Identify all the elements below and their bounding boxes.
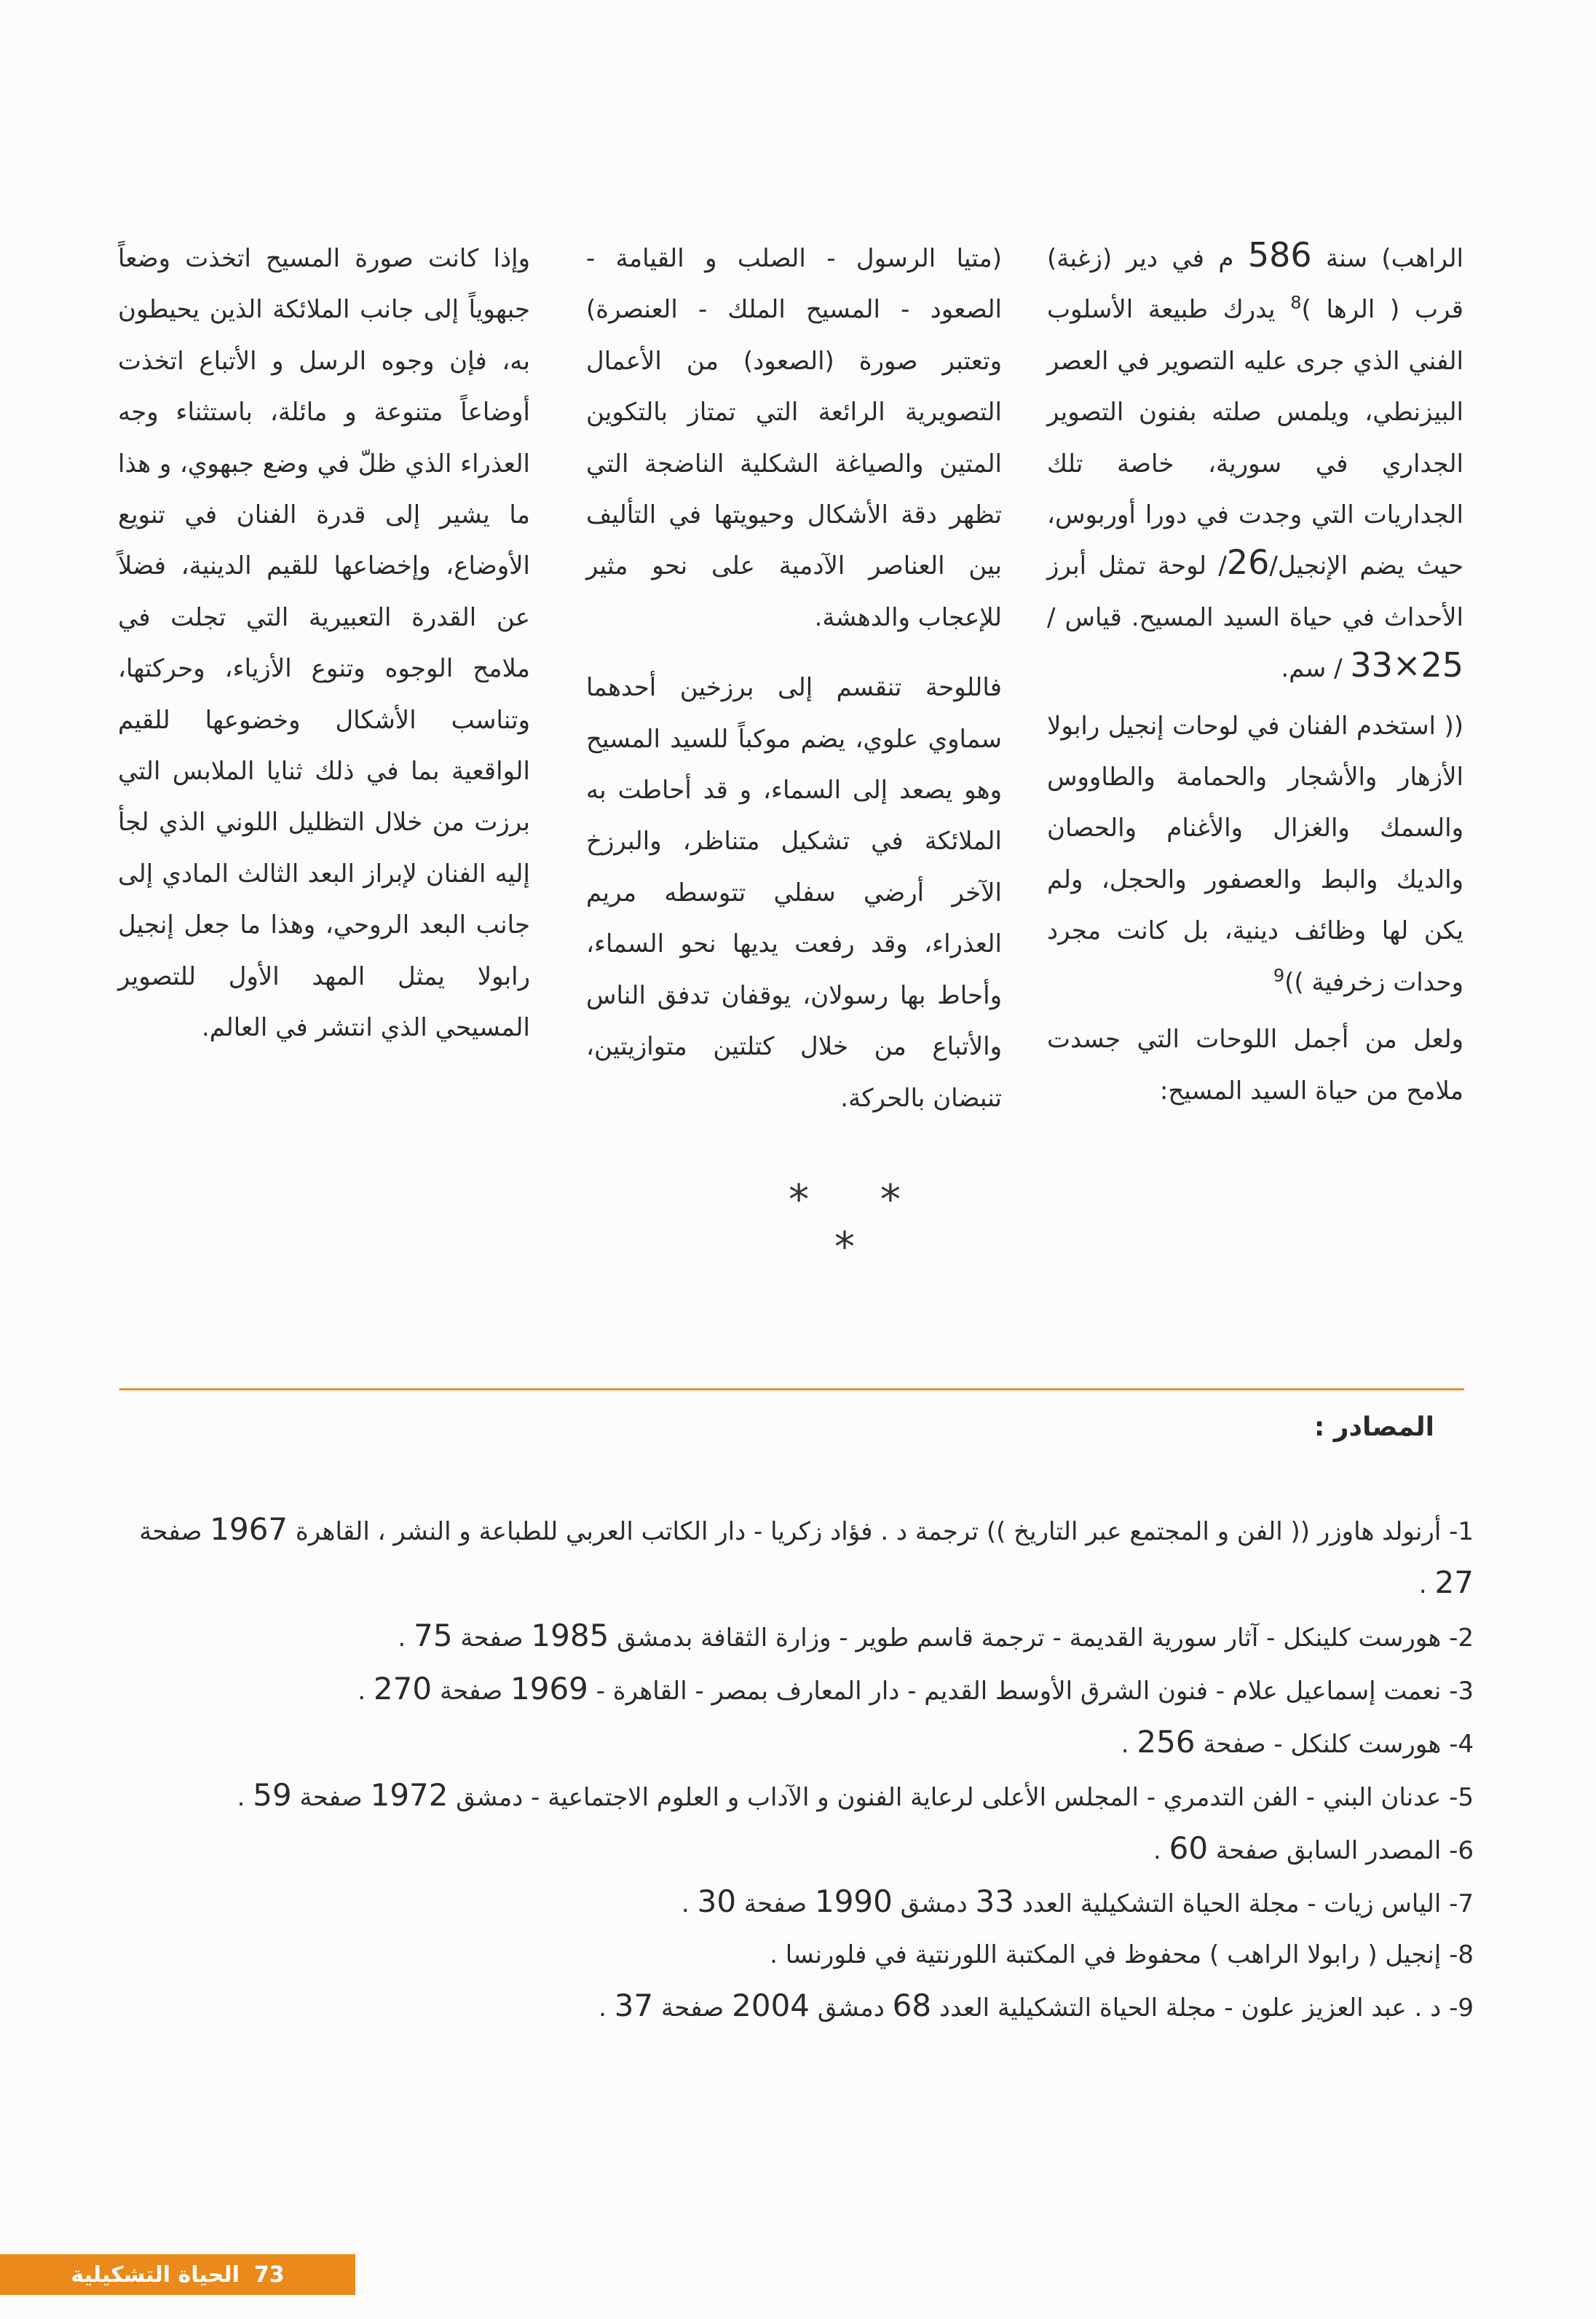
text-column-right — [1047, 233, 1463, 1117]
paragraph: فاللوحة تنقسم إلى برزخين أحدهما سماوي علوي، يضم موكباً للسيد المسيح وهو يصعد إلى السماء، و قد أحاطت به الملائكة في تشكيل متناظر، والبرزخ الآخر أرضي سفلي تتوسطه مريم العذراء، وقد رفعت يديها نحو السماء، وأحاط بها رسولان، يوقفان تدفق الناس والأتباع من خلال كتلتين متوازيتين، تنبضان بالحركة. — [586, 673, 1002, 1113]
divider-line — [119, 1388, 1464, 1390]
text-column-left — [118, 233, 530, 1054]
sources-heading: المصادر : — [1313, 1412, 1434, 1442]
source-item: 6- المصدر السابق صفحة 60 . — [1153, 1830, 1474, 1866]
source-item: 7- الياس زيات - مجلة الحياة التشكيلية العدد 33 دمشق 1990 صفحة 30 . — [682, 1883, 1474, 1919]
paragraph: الراهب) سنة 586 م في دير (زغبة) قرب ( الرها )$^8$ يدرك طبيعة الأسلوب الفني الذي جرى عليه التصوير في العصر البيزنطي، ويلمس صلته بفنون التصوير الجداري في سورية، خاصة تلك الجداريات التي وجدت في دورا أوربوس، حيث يضم الإنجيل/26/ لوحة تمثل أبرز الأحداث في حياة السيد المسيح. قياس / 25×33 / سم. — [1047, 235, 1464, 685]
source-item: 5- عدنان البني - الفن التدمري - المجلس الأعلى لرعاية الفنون و الآداب و العلوم الاجتماعية - دمشق 1972 صفحة 59 . — [237, 1777, 1474, 1813]
source-item: 9- د . عبد العزيز علون - مجلة الحياة التشكيلية العدد 68 دمشق 2004 صفحة 37 . — [598, 1988, 1474, 2023]
paragraph: ولعل من أجمل اللوحات التي جسدت ملامح من حياة السيد المسيح: — [1047, 1025, 1463, 1106]
paragraph: وإذا كانت صورة المسيح اتخذت وضعاً جبهوياً إلى جانب الملائكة الذين يحيطون به، فإن وجوه الرسل و الأتباع اتخذت أوضاعاً متنوعة و مائلة، باستثناء وجه العذراء الذي ظلّ في وضع جبهوي، و هذا ما يشير إلى قدرة الفنان في تنويع الأوضاع، وإخضاعها للقيم الدينية، فضلاً عن القدرة التعبيرية التي تجلت في ملامح الوجوه وتنوع الأزياء، وحركتها، وتناسب الأشكال وخضوعها للقيم الواقعية بما في ذلك ثنايا الملابس التي برزت من خلال التظليل اللوني الذي لجأ إليه الفنان لإبراز البعد الثالث المادي إلى جانب البعد الروحي، وهذا ما جعل إنجيل رابولا يمثل المهد الأول للتصوير المسيحي الذي انتشر في العالم. — [118, 244, 530, 1043]
source-item: 8- إنجيل ( رابولا الراهب ) محفوظ في المكتبة اللورنتية في فلورنسا . — [770, 1940, 1474, 1969]
footer-bar — [0, 2254, 355, 2295]
magazine-name: الحياة التشكيلية — [71, 2261, 240, 2288]
source-item: 2- هورست كلينكل - آثار سورية القديمة - ترجمة قاسم طوير - وزارة الثقافة بدمشق 1985 صفحة 75 . — [398, 1618, 1474, 1653]
section-separator: * * * — [789, 1176, 930, 1271]
source-item: 3- نعمت إسماعيل علام - فنون الشرق الأوسط القديم - دار المعارف بمصر - القاهرة - 1969 صفحة 270 . — [357, 1671, 1474, 1706]
sources-list — [119, 1504, 1474, 2033]
source-item: 4- هورست كلنكل - صفحة 256 . — [1121, 1724, 1474, 1760]
footnote-ref: 9 — [1273, 965, 1285, 986]
footnote-ref: 8 — [1290, 293, 1302, 314]
source-item: 1- أرنولد هاوزر (( الفن و المجتمع عبر التاريخ )) ترجمة د . فؤاد زكريا - دار الكاتب العربي للطباعة و النشر ، القاهرة 1967 صفحة 27 . — [139, 1511, 1474, 1600]
text-column-middle — [586, 233, 1002, 1124]
paragraph: (( استخدم الفنان في لوحات إنجيل رابولا الأزهار والأشجار والحمامة والطاووس والسمك والغزال والأغنام والحصان والديك والبط والعصفور والحجل، ولم يكن لها وظائف دينية، بل كانت مجرد وحدات زخرفية ))$^9$ — [1047, 711, 1463, 997]
paragraph: (متيا الرسول - الصلب و القيامة - الصعود - المسيح الملك - العنصرة) وتعتبر صورة (الصعود) من الأعمال التصويرية الرائعة التي تمتاز بالتكوين المتين والصياغة الشكلية الناضجة التي تظهر دقة الأشكال وحيويتها في التأليف بين العناصر الآدمية على نحو مثير للإعجاب والدهشة. — [586, 244, 1002, 632]
page-number: 73 — [253, 2261, 285, 2288]
